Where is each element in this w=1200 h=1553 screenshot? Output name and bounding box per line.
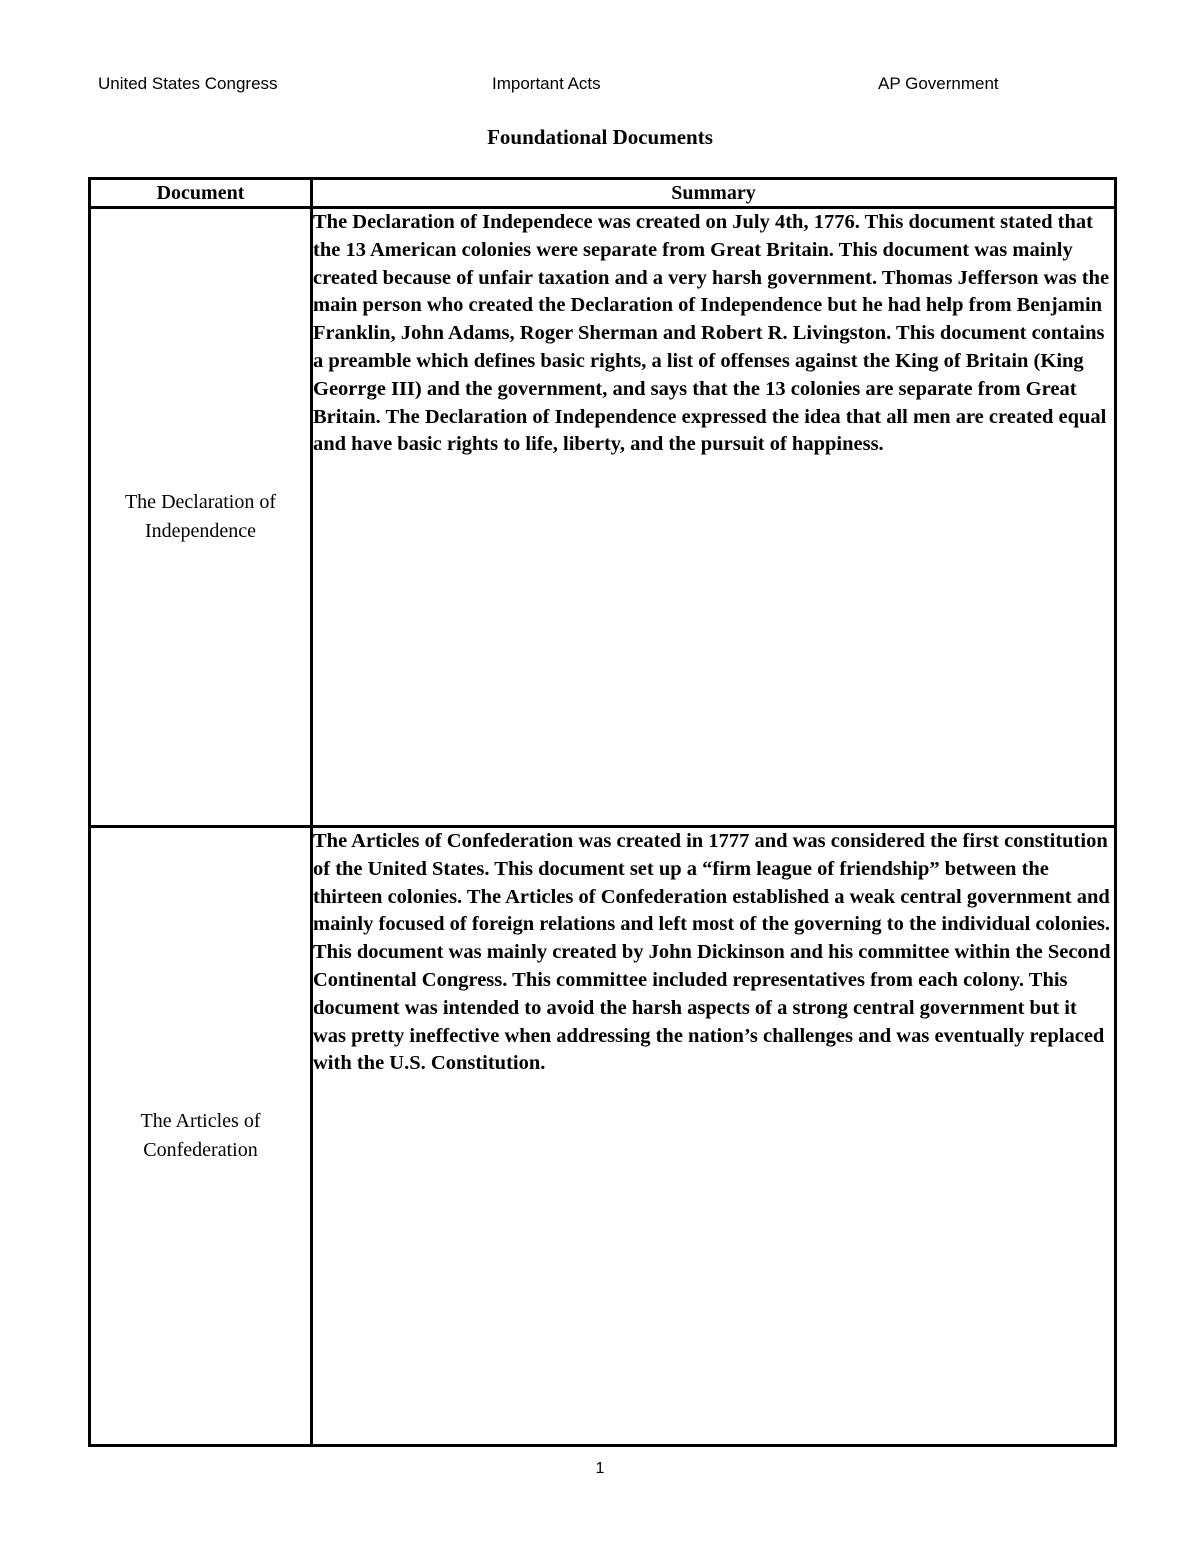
table-row (90, 208, 1116, 827)
column-header-summary: Summary (312, 179, 1116, 208)
table-header-row (90, 179, 1116, 208)
page-title: Foundational Documents (487, 125, 713, 149)
page-header (0, 74, 1200, 98)
column-header-document: Document (90, 179, 312, 208)
document-name-cell: The Declaration of Independence (90, 208, 312, 827)
header-course-topic: United States Congress (98, 74, 278, 93)
table-row (90, 827, 1116, 1446)
page-number: 1 (595, 1460, 605, 1477)
document-name-cell: The Articles of Confederation (90, 827, 312, 1446)
header-class: AP Government (878, 74, 999, 93)
header-section: Important Acts (492, 74, 601, 93)
document-summary-cell: The Articles of Confederation was created in 1777 and was considered the first constitution of the United States. This document set up a “firm league of friendship” between the thirteen colonies. The Articles of Confederation established a weak central government and mainly focused of foreign relations and left most of the governing to the individual colonies. This document was mainly created by John Dickinson and his committee within the Second Continental Congress. This committee included representatives from each colony. This document was intended to avoid the harsh aspects of a strong central government but it was pretty ineffective when addressing the nation’s challenges and was eventually replaced with the U.S. Constitution. (312, 827, 1116, 1446)
documents-table (88, 177, 1117, 1447)
document-summary-cell: The Declaration of Independece was created on July 4th, 1776. This document stated that the 13 American colonies were separate from Great Britain. This document was mainly created because of unfair taxation and a very harsh government. Thomas Jefferson was the main person who created the Declaration of Independence but he had help from Benjamin Franklin, John Adams, Roger Sherman and Robert R. Livingston. This document contains a preamble which defines basic rights, a list of offenses against the King of Britain (King Georrge III) and the government, and says that the 13 colonies are separate from Great Britain. The Declaration of Independence expressed the idea that all men are created equal and have basic rights to life, liberty, and the pursuit of happiness. (312, 208, 1116, 827)
